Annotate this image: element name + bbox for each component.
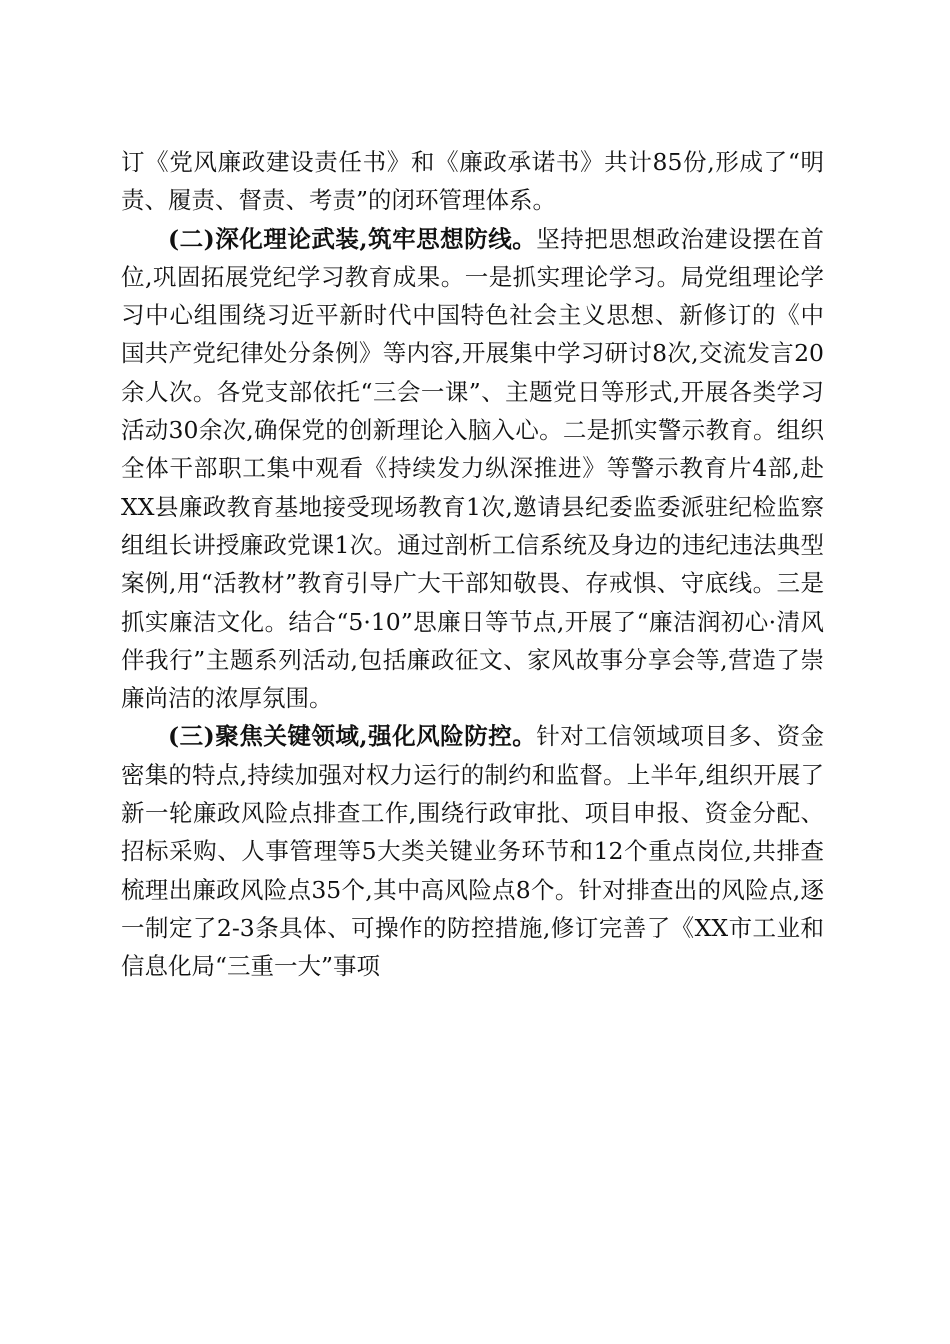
paragraph-lead: (二)深化理论武装,筑牢思想防线。 bbox=[168, 224, 537, 253]
paragraph-lead: (三)聚焦关键领域,强化风险防控。 bbox=[168, 722, 537, 751]
paragraph-theory-study bbox=[121, 220, 824, 718]
paragraph-text: 订《党风廉政建设责任书》和《廉政承诺书》共计85份,形成了“明责、履责、督责、考责”的闭环管理体系。 bbox=[121, 148, 824, 215]
paragraph-text: 针对工信领域项目多、资金密集的特点,持续加强对权力运行的制约和监督。上半年,组织开展了新一轮廉政风险点排查工作,围绕行政审批、项目申报、资金分配、招标采购、人事管理等5大类关键业务环节和12个重点岗位,共排查梳理出廉政风险点35个,其中高风险点8个。针对排查出的风险点,逐一制定了2-3条具体、可操作的防控措施,修订完善了《XX市工业和信息化局“三重一大”事项 bbox=[121, 722, 825, 981]
paragraph-continuation bbox=[121, 143, 824, 220]
document-body bbox=[121, 143, 824, 986]
paragraph-risk-control bbox=[121, 717, 824, 985]
paragraph-text: 坚持把思想政治建设摆在首位,巩固拓展党纪学习教育成果。一是抓实理论学习。局党组理论学习中心组围绕习近平新时代中国特色社会主义思想、新修订的《中国共产党纪律处分条例》等内容,开展集中学习研讨8次,交流发言20余人次。各党支部依托“三会一课”、主题党日等形式,开展各类学习活动30余次,确保党的创新理论入脑入心。二是抓实警示教育。组织全体干部职工集中观看《持续发力纵深推进》等警示教育片4部,赴XX县廉政教育基地接受现场教育1次,邀请县纪委监委派驻纪检监察组组长讲授廉政党课1次。通过剖析工信系统及身边的违纪违法典型案例,用“活教材”教育引导广大干部知敬畏、存戒惧、守底线。三是抓实廉洁文化。结合“5·10”思廉日等节点,开展了“廉洁润初心·清风伴我行”主题系列活动,包括廉政征文、家风故事分享会等,营造了崇廉尚洁的浓厚氛围。 bbox=[121, 224, 825, 713]
